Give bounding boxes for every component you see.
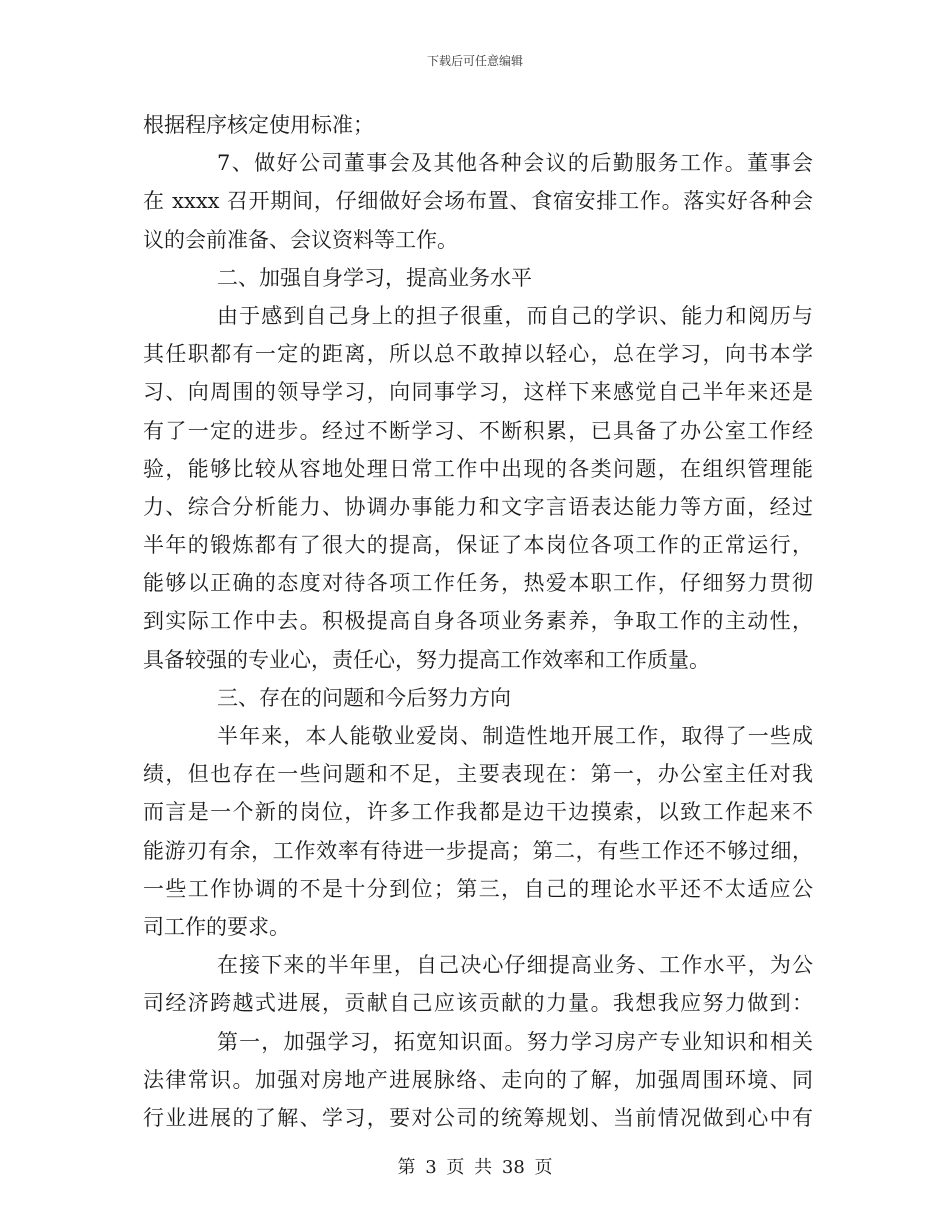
total-pages: 38: [501, 1157, 525, 1178]
body-line: 到实际工作中去。积极提高自身各项业务素养，争取工作的主动性，: [143, 609, 813, 634]
body-line: 第一，加强学习，拓宽知识面。努力学习房产专业知识和相关: [217, 1029, 813, 1054]
body-line: 在 xxxx 召开期间，仔细做好会场布置、食宿安排工作。落实好各种会: [143, 189, 813, 214]
page-number: 3: [425, 1157, 437, 1178]
page-header: 下载后可任意编辑: [426, 54, 523, 68]
body-line: 而言是一个新的岗位，许多工作我都是边干边摸索，以致工作起来不: [143, 800, 813, 825]
document-body: [143, 106, 813, 1137]
body-line: 根据程序核定使用标准；: [143, 113, 374, 137]
page-unit: 页: [446, 1157, 465, 1178]
total-unit: 页: [534, 1157, 553, 1178]
body-line: 能够以正确的态度对待各项工作任务，热爱本职工作，仔细努力贯彻: [143, 571, 813, 596]
body-line: 半年来，本人能敬业爱岗、制造性地开展工作，取得了一些成: [217, 724, 813, 748]
page-footer: [0, 1153, 950, 1179]
body-line: 半年的锻炼都有了很大的提高，保证了本岗位各项工作的正常运行，: [143, 533, 813, 558]
body-line: 行业进展的了解、学习，要对公司的统筹规划、当前情况做到心中有: [143, 1105, 813, 1130]
body-line: 具备较强的专业心，责任心，努力提高工作效率和工作质量。: [143, 647, 710, 672]
body-line: 能游刃有余，工作效率有待进一步提高；第二，有些工作还不够过细，: [143, 838, 813, 863]
body-line: 司工作的要求。: [143, 914, 290, 939]
section-heading: 三、存在的问题和今后努力方向: [217, 685, 511, 710]
page-label: 第: [397, 1157, 416, 1178]
body-line: 法律常识。加强对房地产进展脉络、走向的了解，加强周围环境、同: [143, 1067, 813, 1092]
body-line: 由于感到自己身上的担子很重，而自己的学识、能力和阅历与: [217, 303, 813, 328]
body-line: 有了一定的进步。经过不断学习、不断积累，已具备了办公室工作经: [143, 418, 813, 443]
body-line: 验，能够比较从容地处理日常工作中出现的各类问题，在组织管理能: [143, 456, 813, 481]
body-line: 一些工作协调的不是十分到位；第三，自己的理论水平还不太适应公: [143, 876, 813, 901]
section-heading: 二、加强自身学习，提高业务水平: [217, 265, 532, 290]
body-line: 力、综合分析能力、协调办事能力和文字言语表达能力等方面，经过: [143, 494, 813, 519]
total-label: 共: [474, 1157, 493, 1178]
body-line: 议的会前准备、会议资料等工作。: [143, 227, 458, 252]
body-line: 其任职都有一定的距离，所以总不敢掉以轻心，总在学习，向书本学: [143, 342, 813, 367]
body-line: 绩，但也存在一些问题和不足，主要表现在：第一，办公室主任对我: [143, 762, 813, 787]
body-line: 7、做好公司董事会及其他各种会议的后勤服务工作。董事会: [217, 151, 813, 176]
body-line: 习、向周围的领导学习，向同事学习，这样下来感觉自己半年来还是: [143, 380, 813, 405]
body-line: 在接下来的半年里，自己决心仔细提高业务、工作水平，为公: [217, 953, 813, 978]
body-line: 司经济跨越式进展，贡献自己应该贡献的力量。我想我应努力做到：: [143, 991, 813, 1016]
